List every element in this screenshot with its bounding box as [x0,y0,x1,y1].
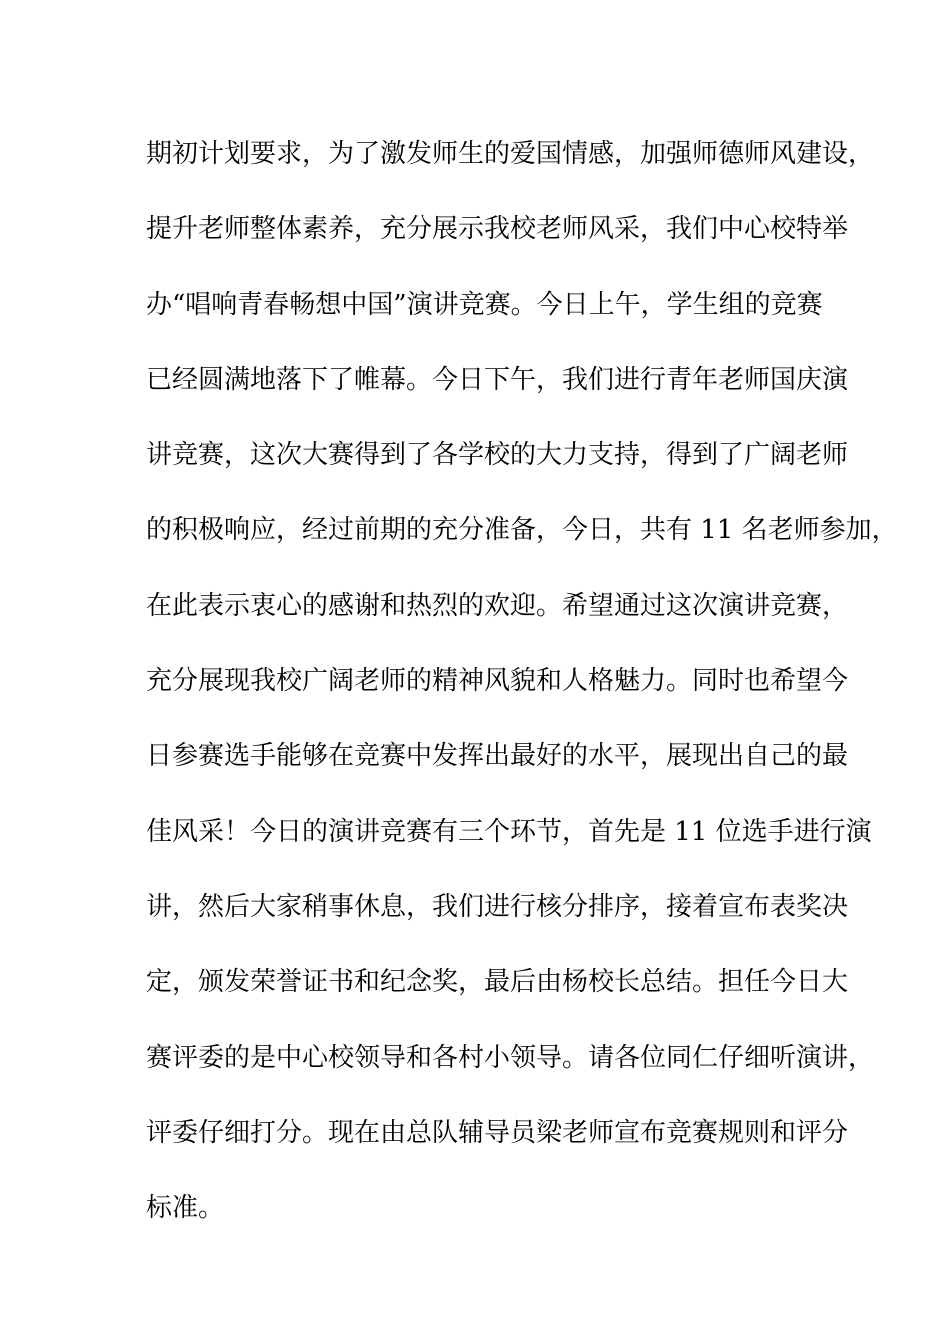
text-line-14: 评委仔细打分。现在由总队辅导员梁老师宣布竞赛规则和评分 [146,1117,849,1148]
text-line-13: 赛评委的是中心校领导和各村小领导。请各位同仁仔细听演讲， [146,1042,875,1073]
text-line-5: 讲竞赛，这次大赛得到了各学校的大力支持，得到了广阔老师 [146,440,849,471]
text-line-7: 在此表示衷心的感谢和热烈的欢迎。希望通过这次演讲竞赛， [146,590,849,621]
text-line-10: 佳风采！今日的演讲竞赛有三个环节，首先是 11 位选手进行演 [146,816,872,847]
text-line-4: 已经圆满地落下了帷幕。今日下午，我们进行青年老师国庆演 [146,364,849,395]
text-line-9: 日参赛选手能够在竞赛中发挥出最好的水平，展现出自己的最 [146,741,849,772]
body-text [146,129,898,1258]
text-line-6: 的积极响应，经过前期的充分准备，今日，共有 11 名老师参加， [146,515,898,546]
text-line-12: 定，颁发荣誉证书和纪念奖，最后由杨校长总结。担任今日大 [146,967,849,998]
text-line-8: 充分展现我校广阔老师的精神风貌和人格魅力。同时也希望今 [146,666,849,697]
text-line-11: 讲，然后大家稍事休息，我们进行核分排序，接着宣布表奖决 [146,891,849,922]
text-line-1: 期初计划要求，为了激发师生的爱国情感，加强师德师风建设， [146,139,875,169]
text-line-3: 办“唱响青春畅想中国”演讲竞赛。今日上午，学生组的竞赛 [146,289,823,320]
text-line-2: 提升老师整体素养，充分展示我校老师风采，我们中心校特举 [146,214,849,245]
text-line-15: 标准。 [146,1193,225,1224]
